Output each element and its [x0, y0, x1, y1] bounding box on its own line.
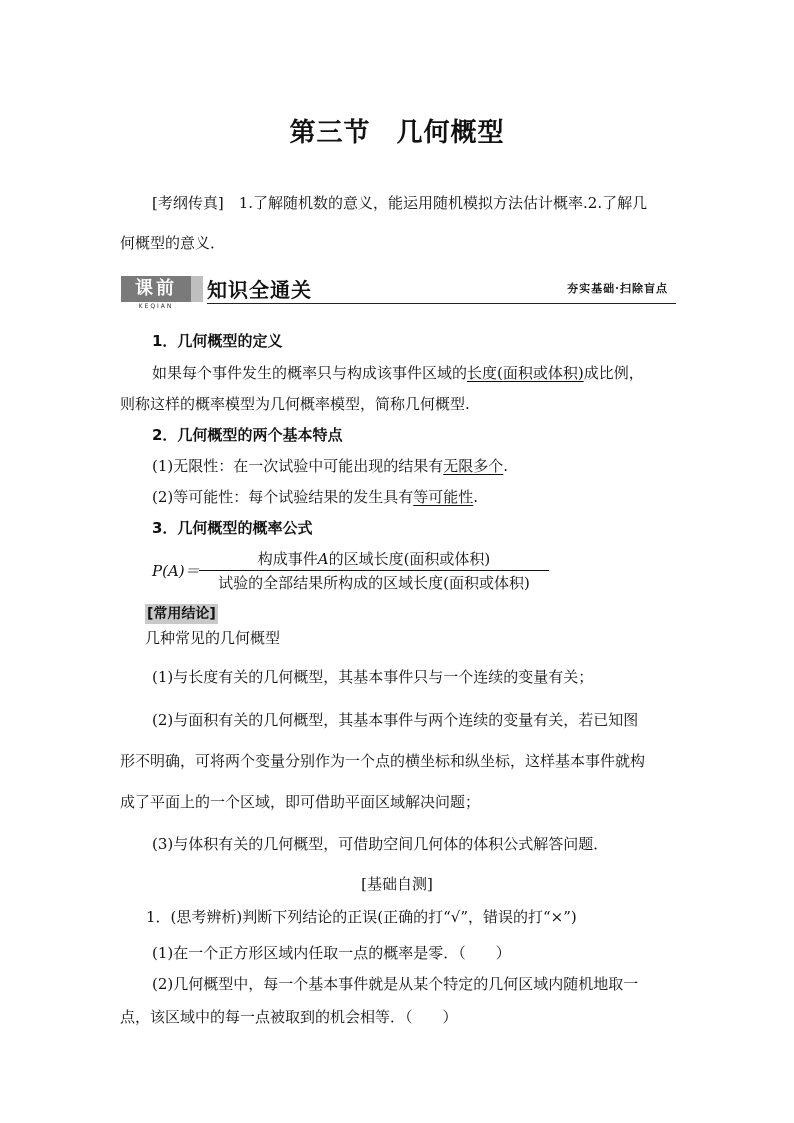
definition-line-2: 则称这样的概率模型为几何概率模型，简称几何概型. [120, 395, 470, 413]
question-1: 1．(思考辨析)判断下列结论的正误(正确的打“√”，错误的打“×”) [146, 908, 577, 926]
conclusion-intro: 几种常见的几何概型 [145, 629, 281, 647]
conclusion-item-3: (3)与体积有关的几何概型，可借助空间几何体的体积公式解答问题． [152, 835, 609, 853]
feature-1-end: . [503, 457, 509, 475]
section-banner [119, 270, 676, 314]
feature-2-end: . [473, 488, 479, 506]
formula-numerator [199, 548, 549, 569]
banner-tag-accent [191, 276, 203, 302]
conclusion-item-2-line-3: 成了平面上的一个区域，即可借助平面区域解决问题； [120, 793, 481, 811]
feature-2 [152, 487, 478, 507]
feature-2-text: (2)等可能性：每个试验结果的发生具有 [152, 488, 414, 506]
banner-tag: 课前 [121, 276, 191, 302]
conclusion-item-2-line-1: (2)与面积有关的几何概型，其基本事件与两个连续的变量有关，若已知图 [152, 711, 639, 729]
feature-2-key-term: 等可能性 [413, 488, 474, 506]
definition-line-1 [152, 363, 644, 383]
selftest-heading: [基础自测] [361, 875, 433, 893]
page-title [0, 112, 794, 149]
definition-key-term: 长度(面积或体积) [467, 364, 584, 382]
question-1-part-2-line-1: (2)几何概型中，每一个基本事件就是从某个特定的几何区域内随机地取一 [152, 975, 639, 993]
definition-text-end: 成比例， [583, 364, 644, 382]
banner-subtitle: 夯实基础·扫除盲点 [567, 282, 668, 295]
numerator-text: 构成事件 [257, 550, 318, 568]
question-1-part-1: (1)在一个正方形区域内任取一点的概率是零．（ ） [152, 944, 511, 962]
banner-pinyin: KEQIAN [138, 303, 174, 310]
features-heading: 2．几何概型的两个基本特点 [152, 426, 343, 444]
conclusion-item-2-line-2: 形不明确，可将两个变量分别作为一个点的横坐标和纵坐标，这样基本事件就构 [120, 752, 646, 770]
banner-rule [207, 303, 676, 304]
conclusion-item-1: (1)与长度有关的几何概型，其基本事件只与一个连续的变量有关； [152, 668, 594, 686]
numerator-text-end: 的区域长度(面积或体积) [328, 550, 491, 568]
numerator-variable: A [317, 550, 329, 568]
definition-heading: 1．几何概型的定义 [152, 332, 283, 350]
formula-lhs: P(A)＝ [152, 562, 200, 580]
formula-heading: 3．几何概型的概率公式 [152, 519, 313, 537]
question-1-part-2-line-2: 点，该区域中的每一点被取到的机会相等．（ ） [120, 1008, 458, 1026]
section-title: 几何概型 [396, 118, 505, 148]
syllabus-line-1: [考纲传真] 1.了解随机数的意义，能运用随机模拟方法估计概率.2.了解几 [152, 194, 648, 212]
banner-heading: 知识全通关 [207, 278, 312, 302]
definition-text: 如果每个事件发生的概率只与构成该事件区域的 [152, 364, 468, 382]
syllabus-line-2: 何概型的意义． [120, 234, 226, 252]
feature-1-key-term: 无限多个 [443, 457, 504, 475]
section-number: 第三节 [289, 118, 371, 148]
feature-1-text: (1)无限性：在一次试验中可能出现的结果有 [152, 457, 444, 475]
formula-denominator: 试验的全部结果所构成的区域长度(面积或体积) [218, 574, 530, 592]
conclusion-label: [常用结论] [147, 606, 216, 622]
fraction-bar [199, 570, 549, 571]
feature-1 [152, 456, 508, 476]
